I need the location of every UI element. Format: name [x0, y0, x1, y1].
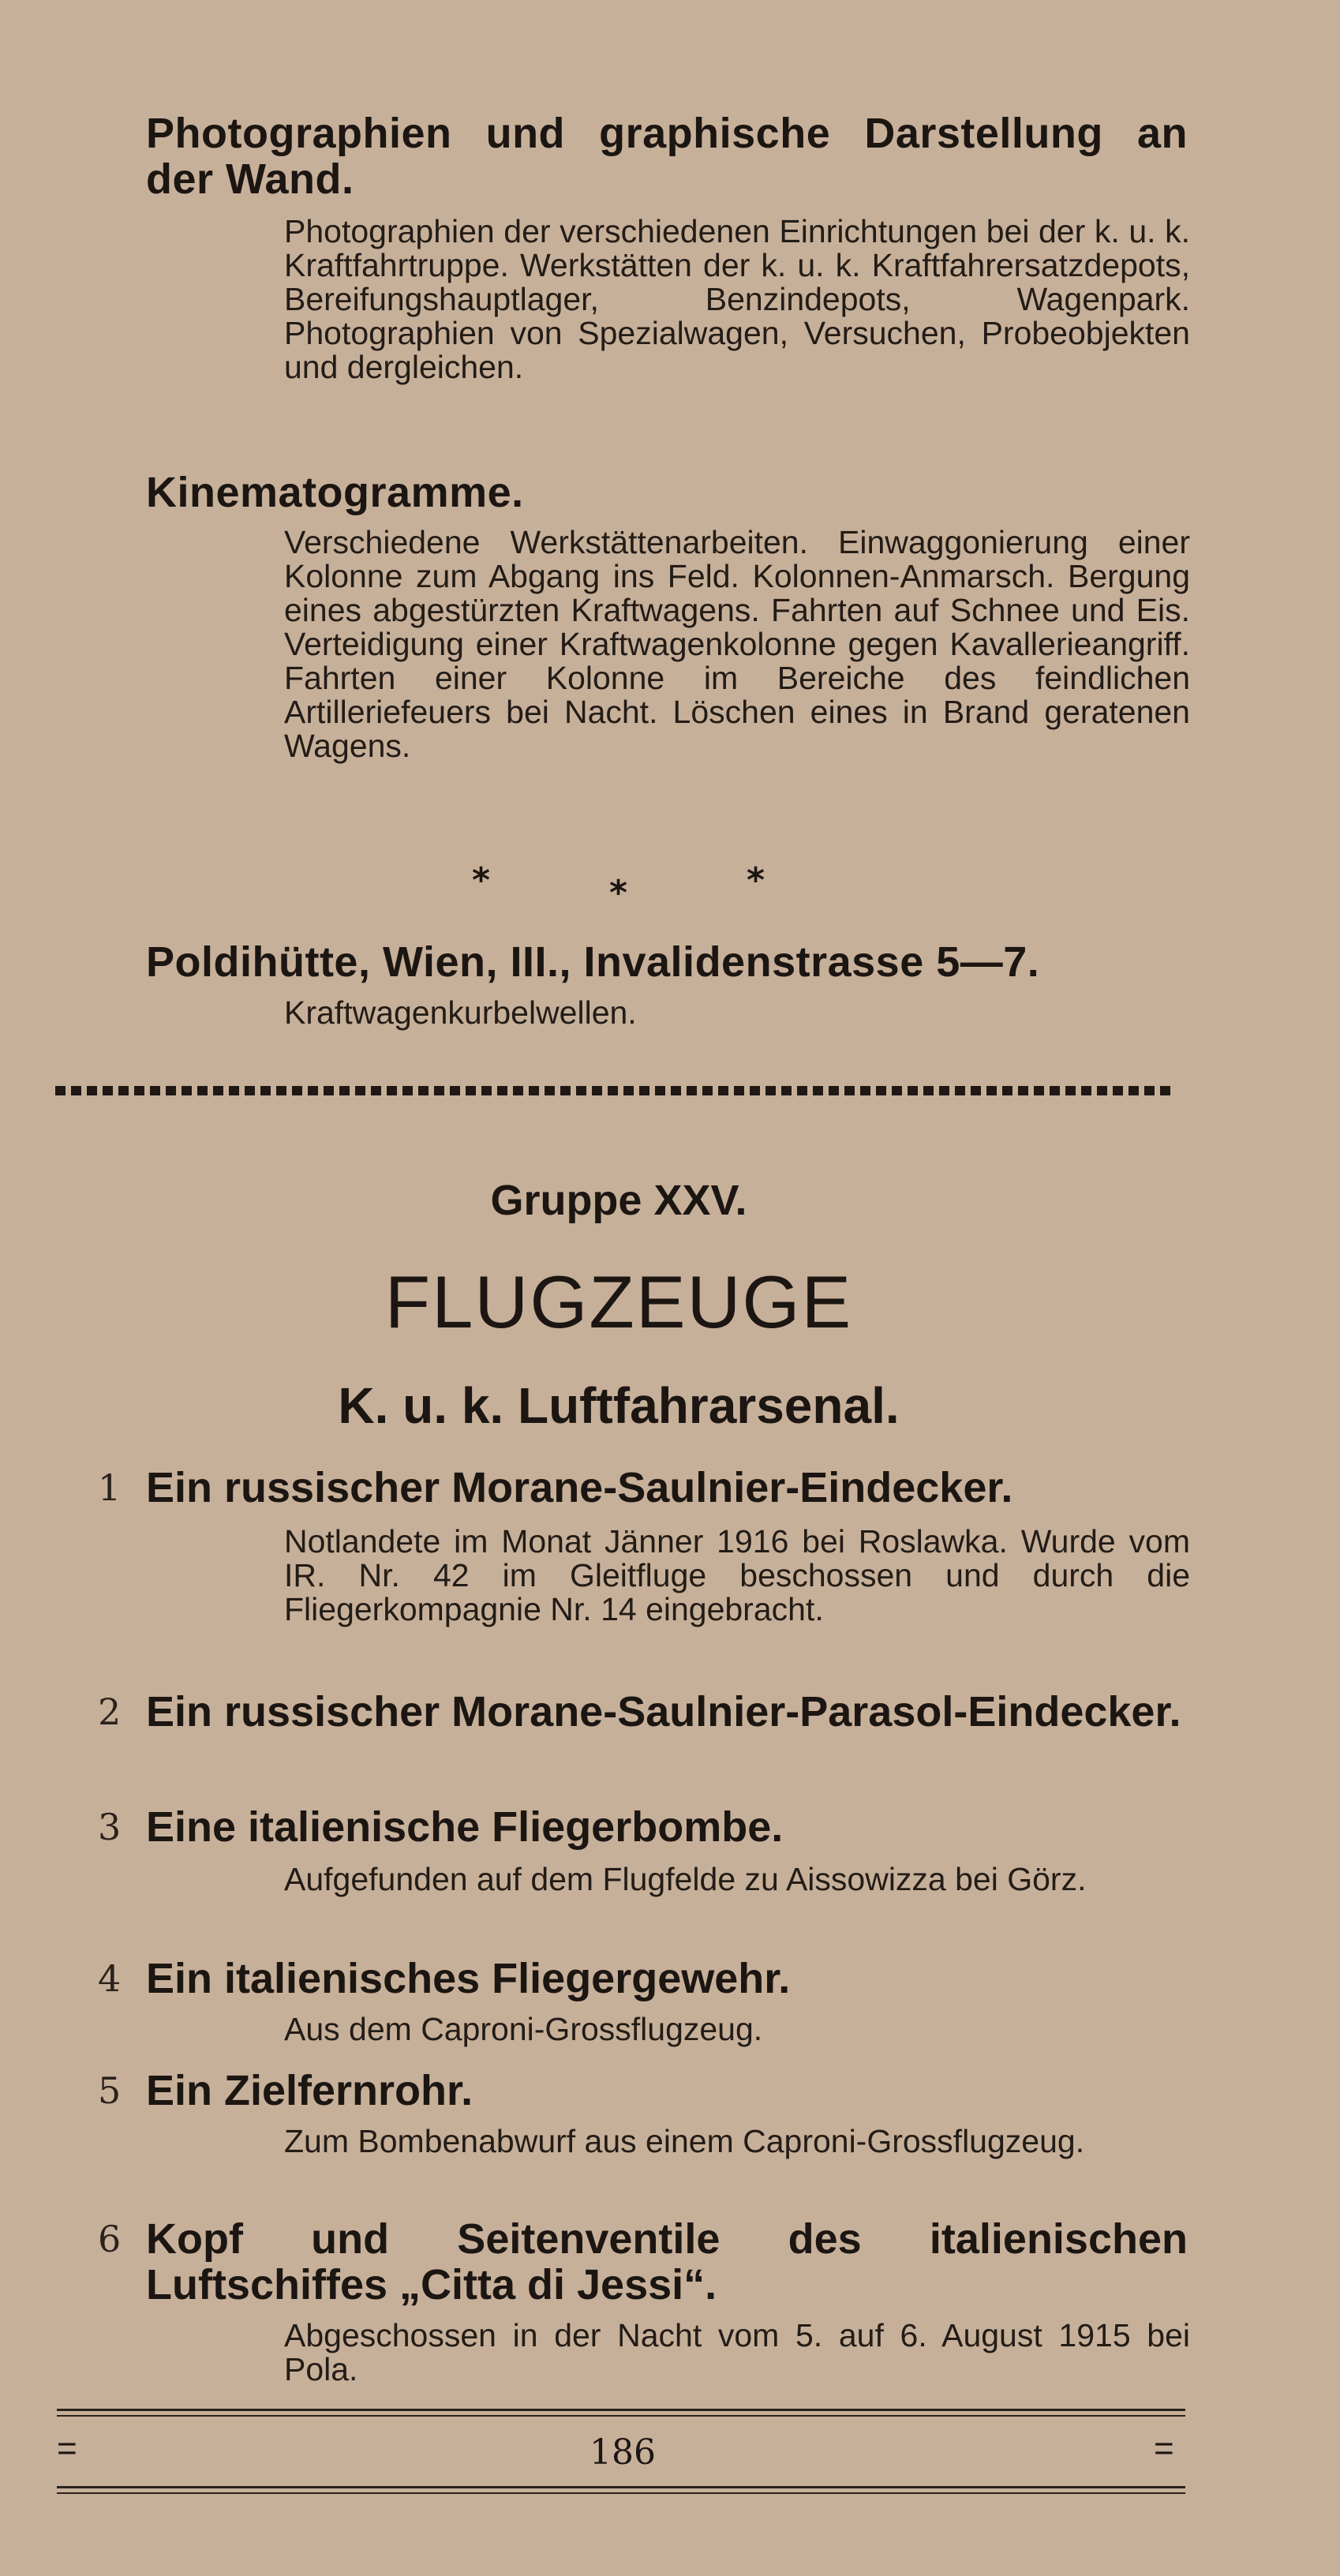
item-text: Abgeschossen in der Nacht vom 5. auf 6. August 1915 bei Pola.: [284, 2317, 1190, 2387]
item-number: 1: [98, 1466, 122, 1509]
page-number: 186: [590, 2432, 656, 2473]
item-title: Ein russischer Morane-Saulnier-Eindecker.: [146, 1464, 1013, 1511]
footer-rule-top: [57, 2409, 1185, 2411]
section-heading-poldi: [146, 939, 1188, 985]
footer-right-mark: =: [1154, 2429, 1174, 2468]
footer-rule-bottom: [57, 2486, 1185, 2488]
section-heading-photos: [146, 110, 1188, 202]
item-number: 4: [98, 1957, 122, 2000]
item-number: 2: [98, 1690, 122, 1733]
separator-star: *: [472, 860, 491, 900]
heading-line: Photographien und graphische Darstellung an: [146, 110, 1188, 157]
item-title: Ein Zielfernrohr.: [146, 2067, 473, 2114]
footer-left-mark: =: [57, 2429, 77, 2468]
section-text-poldi: Kraftwagenkurbelwellen.: [284, 994, 637, 1031]
item-title: Eine italienische Fliegerbombe.: [146, 1803, 784, 1851]
item-title: Ein russischer Morane-Saulnier-Parasol-Eindecker.: [146, 1688, 1181, 1735]
item-text: Aufgefunden auf dem Flugfelde zu Aissowizza bei Görz.: [284, 1861, 1087, 1897]
exhibitor-name: K. u. k. Luftfahrarsenal.: [338, 1377, 900, 1434]
footer-rule-top-thin: [57, 2415, 1185, 2417]
section-heading-kino: Kinematogramme.: [146, 469, 524, 516]
group-title: FLUGZEUGE: [384, 1260, 853, 1343]
group-label: Gruppe XXV.: [490, 1177, 747, 1224]
section-text-kino: Verschiedene Werkstättenarbeiten. Einwaggonierung einer Kolonne zum Abgang ins Feld. Kolonnen-Anmarsch. Bergung eines abgestürzten Kraftwagens. Fahrten auf Schnee und Eis. Verteidigung einer Kraftwagenkolonne gegen Kavallerieangriff. Fahrten einer Kolonne im Bereiche des feindlichen Artilleriefeuers bei Nacht. Löschen eines in Brand geratenen Wagens.: [284, 524, 1190, 764]
heading-line: der Wand.: [146, 155, 354, 203]
item-number: 3: [98, 1806, 122, 1848]
item-text: Notlandete im Monat Jänner 1916 bei Roslawka. Wurde vom IR. Nr. 42 im Gleitfluge beschossen und durch die Fliegerkompagnie Nr. 14 eingebracht.: [284, 1523, 1190, 1627]
item-text: Zum Bombenabwurf aus einem Caproni-Grossflugzeug.: [284, 2123, 1085, 2159]
separator-star: *: [609, 873, 628, 913]
item-number: 5: [98, 2069, 122, 2112]
item-title: Ein italienisches Fliegergewehr.: [146, 1955, 791, 2002]
dotted-separator: [55, 1086, 1176, 1095]
footer-rule-bottom-thin: [57, 2492, 1185, 2494]
poldi-heading-text: Poldihütte, Wien, III., Invalidenstrasse 5—7.: [146, 938, 1040, 986]
separator-star: *: [747, 860, 765, 900]
item-text: Aus dem Caproni-Grossflugzeug.: [284, 2011, 763, 2047]
item-title: Kopf und Seitenventile des italienischen Luftschiffes „Citta di Jessi“.: [146, 2215, 1188, 2308]
item-number: 6: [98, 2218, 122, 2260]
section-text-photos: Photographien der verschiedenen Einrichtungen bei der k. u. k. Kraftfahrtruppe. Werkstätten der k. u. k. Kraftfahrersatzdepots, Bereifungshauptlager, Benzindepots, Wagenpark. Photographien von Spezialwagen, Versuchen, Probeobjekten und dergleichen.: [284, 213, 1190, 385]
